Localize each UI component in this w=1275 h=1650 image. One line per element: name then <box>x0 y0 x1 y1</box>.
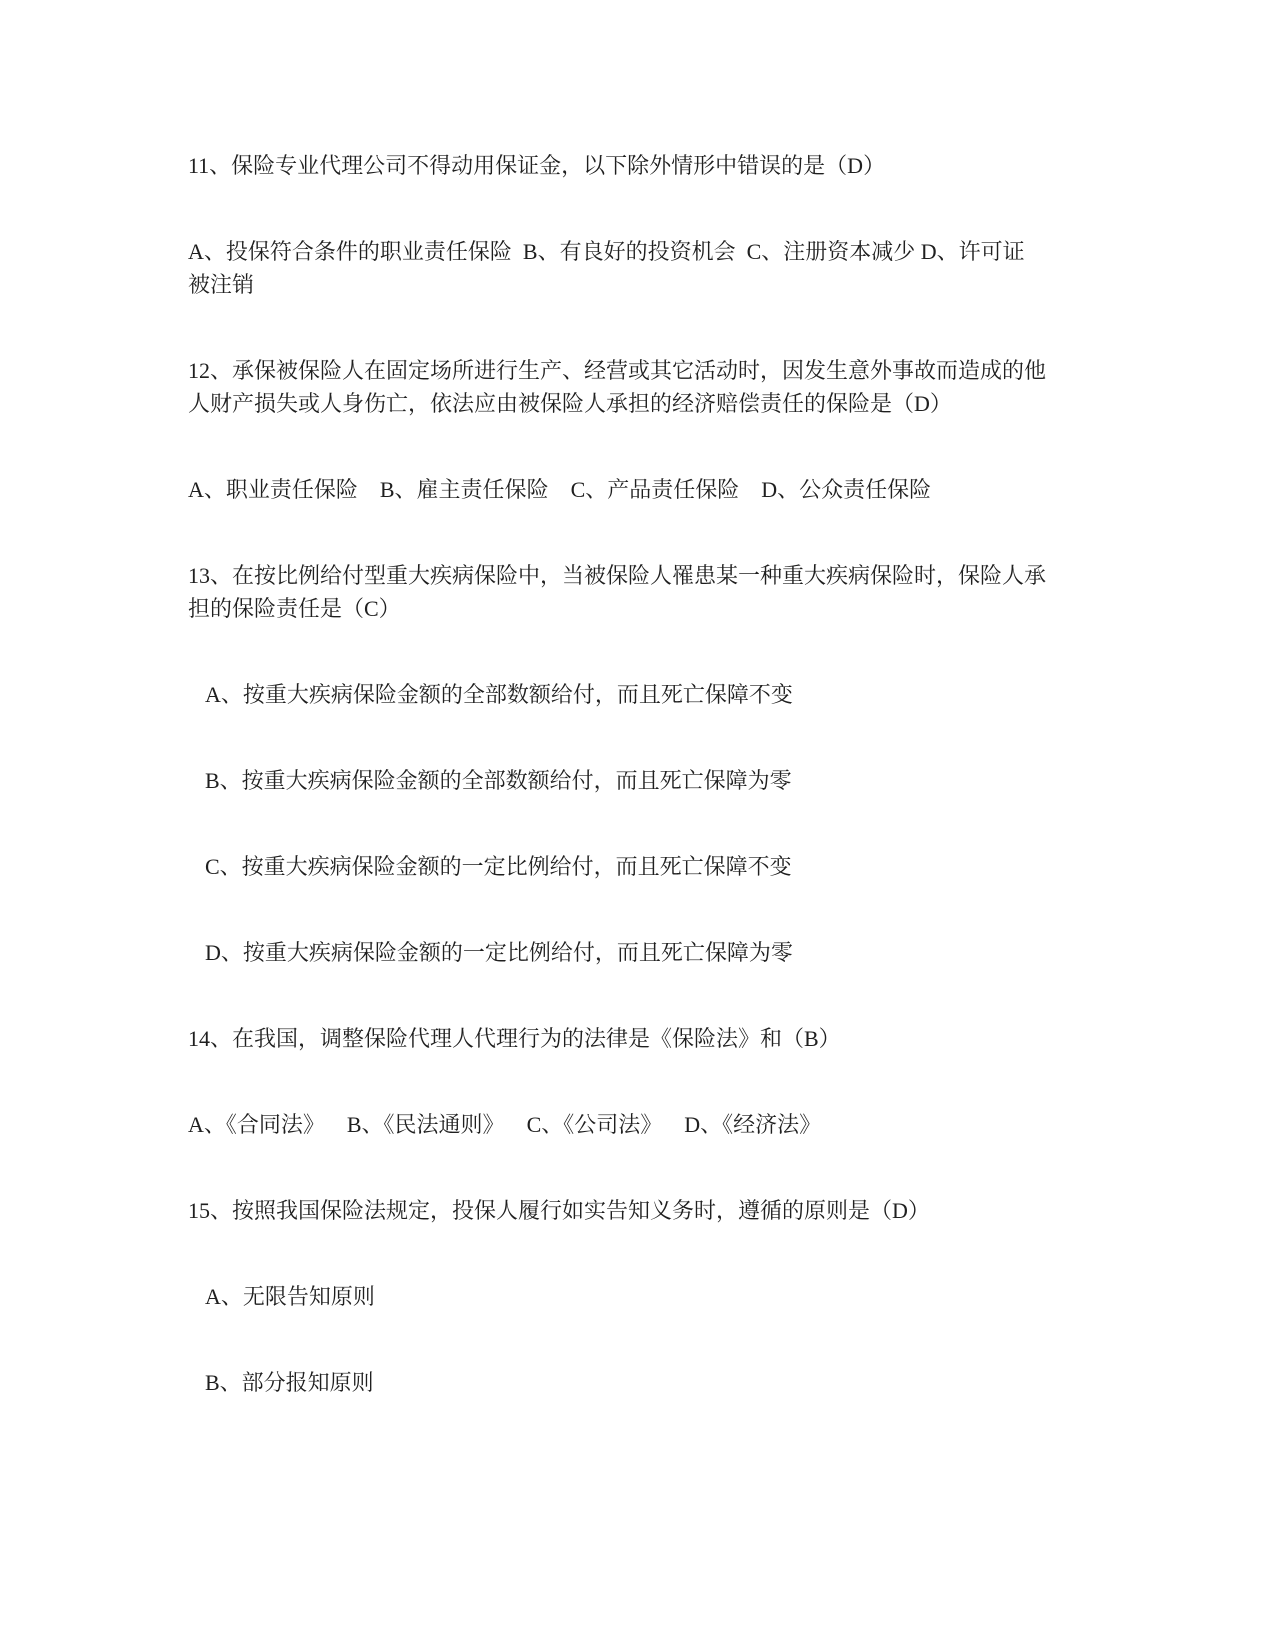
text-line: A、职业责任保险 B、雇主责任保险 C、产品责任保险 D、公众责任保险 <box>188 477 932 502</box>
text-line: 11、保险专业代理公司不得动用保证金，以下除外情形中错误的是（D） <box>188 153 886 178</box>
question-11-stem <box>188 149 1185 182</box>
question-15-stem <box>188 1194 1185 1227</box>
text-line: 被注销 <box>188 272 255 297</box>
question-14-options <box>188 1108 1185 1141</box>
text-line: 15、按照我国保险法规定，投保人履行如实告知义务时，遵循的原则是（D） <box>188 1198 930 1223</box>
text-line: C、按重大疾病保险金额的一定比例给付，而且死亡保障不变 <box>205 854 792 879</box>
question-13-stem <box>188 559 1185 625</box>
text-line: 14、在我国，调整保险代理人代理行为的法律是《保险法》和（B） <box>188 1026 841 1051</box>
question-13-option-a <box>188 678 1185 711</box>
question-14-stem <box>188 1022 1185 1055</box>
text-line: A、《合同法》 B、《民法通则》 C、《公司法》 D、《经济法》 <box>188 1112 822 1137</box>
question-12-stem <box>188 354 1185 420</box>
question-13-option-c <box>188 850 1185 883</box>
question-15-option-a <box>188 1280 1185 1313</box>
question-12-options <box>188 473 1185 506</box>
text-line: 人财产损失或人身伤亡，依法应由被保险人承担的经济赔偿责任的保险是（D） <box>188 391 952 416</box>
question-13-option-b <box>188 764 1185 797</box>
text-line: A、无限告知原则 <box>205 1284 375 1309</box>
question-13-option-d <box>188 936 1185 969</box>
text-line: 担的保险责任是（C） <box>188 596 401 621</box>
question-11-options <box>188 235 1185 301</box>
text-line: A、按重大疾病保险金额的全部数额给付，而且死亡保障不变 <box>205 682 793 707</box>
document-body <box>188 149 1185 1399</box>
text-line: 12、承保被保险人在固定场所进行生产、经营或其它活动时，因发生意外事故而造成的他 <box>188 358 1047 383</box>
text-line: A、投保符合条件的职业责任保险 B、有良好的投资机会 C、注册资本减少 D、许可证 <box>188 239 1025 264</box>
text-line: B、按重大疾病保险金额的全部数额给付，而且死亡保障为零 <box>205 768 792 793</box>
question-15-option-b <box>188 1366 1185 1399</box>
text-line: 13、在按比例给付型重大疾病保险中，当被保险人罹患某一种重大疾病保险时，保险人承 <box>188 563 1047 588</box>
text-line: B、部分报知原则 <box>205 1370 374 1395</box>
text-line: D、按重大疾病保险金额的一定比例给付，而且死亡保障为零 <box>205 940 793 965</box>
